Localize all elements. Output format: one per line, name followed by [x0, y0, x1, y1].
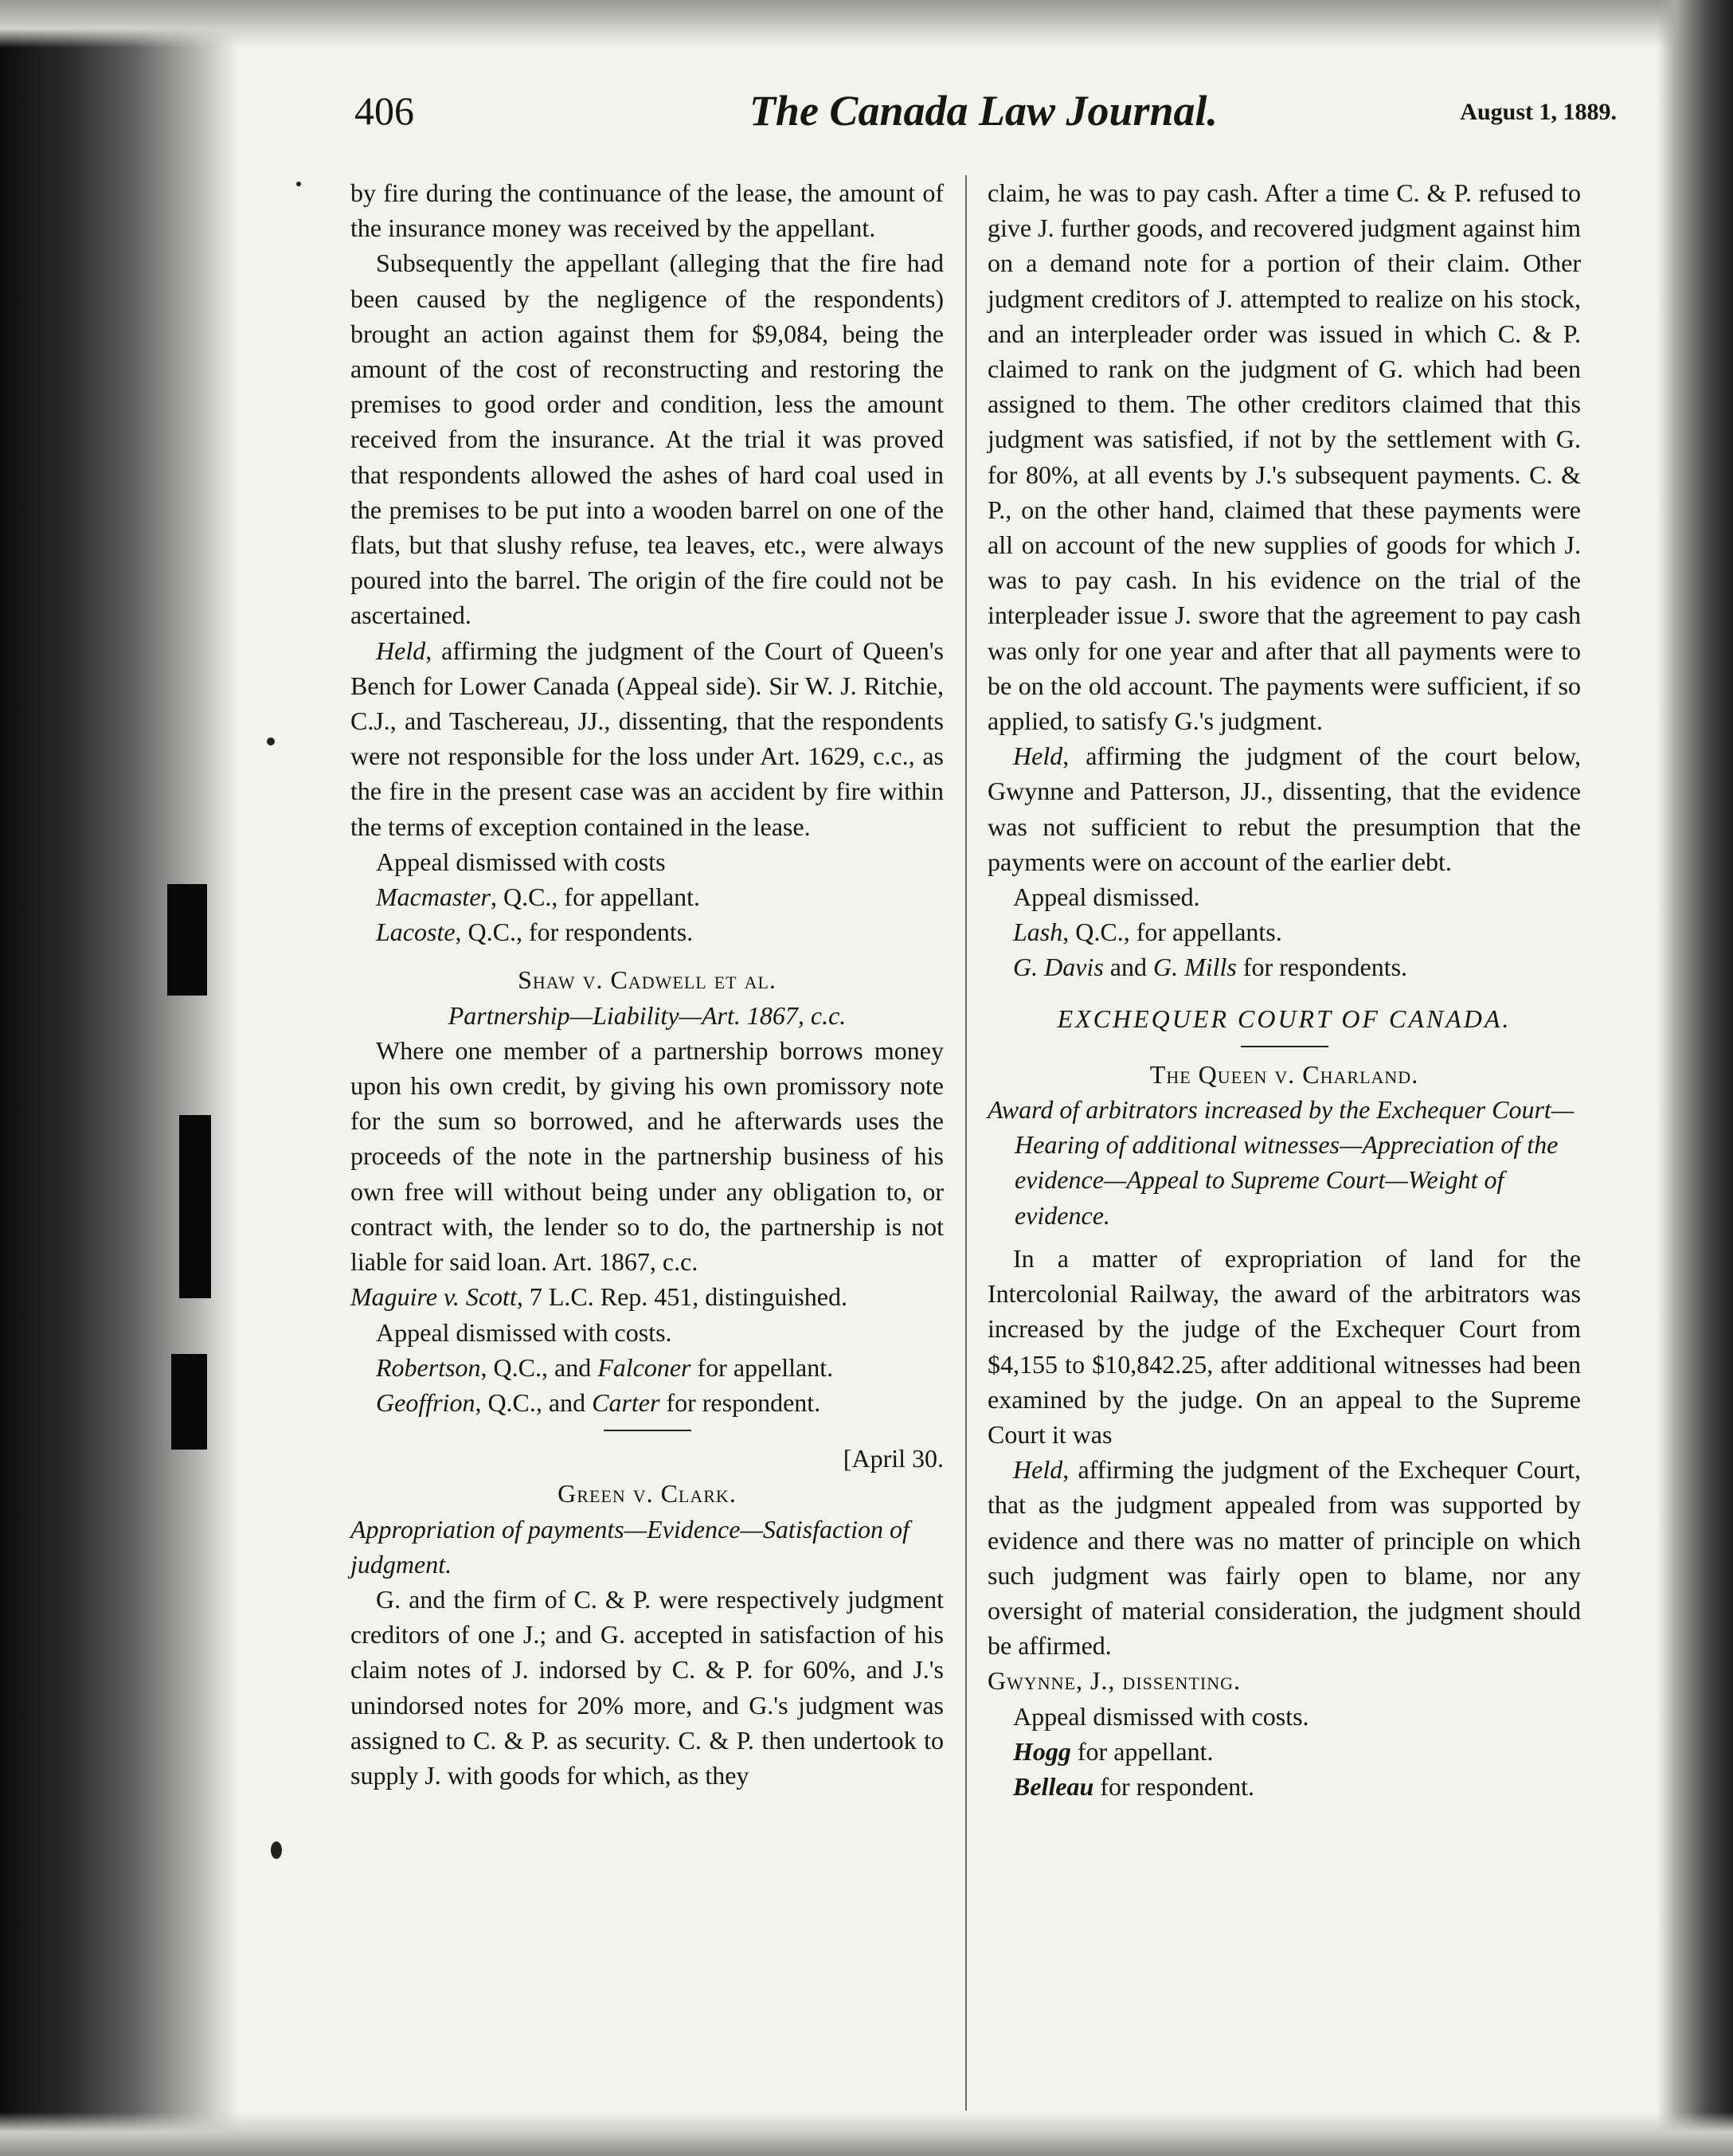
margin-mark: [296, 182, 301, 186]
appeal-result: Appeal dismissed with costs: [376, 847, 666, 876]
case-topic: Award of arbitrators increased by the Exchequer Court—Hearing of additional witnesses—Appreciation of the evidence—Appeal to Supreme Court—Weight of evidence.: [988, 1095, 1575, 1230]
counsel-line: [988, 949, 1581, 984]
case-citation: [350, 1279, 944, 1314]
held-text: , affirming the judgment of the court below, Gwynne and Patterson, JJ., dissenting, that the evidence was not sufficient to rebut the presumption that the payments were on account of the earlier debt.: [988, 741, 1581, 876]
margin-mark: [267, 738, 275, 745]
scan-binding-edge: [0, 0, 239, 2156]
case-title: Green v. Clark.: [557, 1479, 737, 1508]
paragraph: G. and the firm of C. & P. were respectively judgment creditors of one J.; and G. accepted in satisfaction of his claim notes of J. indorsed by C. & P. for 60%, and J.'s unindorsed notes for 20% more, and G.'s judgment was assigned to C. & P. as security. C. & P. then undertook to supply J. with goods for which, as they: [350, 1584, 944, 1790]
issue-date: August 1, 1889.: [1460, 99, 1617, 125]
counsel-name: Robertson: [376, 1352, 481, 1382]
counsel-role: for respondent.: [659, 1387, 821, 1417]
case-date: [April 30.: [843, 1444, 944, 1473]
paragraph: In a matter of expropriation of land for the Intercolonial Railway, the award of the arbitrators was increased by the judge of the Exchequer Court from $4,155 to $10,842.25, after additional witnesses had been examined by the judge. On an appeal to the Supreme Court it was: [988, 1243, 1581, 1449]
held-label: Held: [376, 636, 426, 665]
counsel-name: G. Mills: [1152, 953, 1237, 982]
appeal-result: Appeal dismissed with costs.: [1013, 1701, 1309, 1731]
section-rule: [1241, 1046, 1328, 1047]
held-text: , affirming the judgment of the Court of Queen's Bench for Lower Canada (Appeal side). Sir W. J. Ritchie, C.J., and Taschereau, JJ., dissenting, that the respondents were not responsible for the loss under Art. 1629, c.c., as the fire in the present case was an accident by fire within the terms of exception contained in the lease.: [350, 636, 944, 841]
counsel-role: for appellant.: [690, 1352, 834, 1382]
held-label: Held: [1013, 1455, 1063, 1485]
counsel-line: [350, 1385, 944, 1420]
held-paragraph: [988, 1452, 1581, 1663]
paragraph: by fire during the continuance of the lease, the amount of the insurance money was received by the appellant.: [350, 178, 944, 243]
appeal-result: Appeal dismissed.: [1013, 882, 1200, 912]
counsel-text: , Q.C., and: [475, 1387, 593, 1417]
counsel-name: Falconer: [597, 1352, 691, 1382]
column-divider: [965, 175, 967, 2111]
case-topic: Partnership—Liability—Art. 1867, c.c.: [448, 1000, 847, 1030]
counsel-line: [350, 879, 944, 914]
paragraph: Subsequently the appellant (alleging that the fire had been caused by the negligence of the respondents) brought an action against them for $9,084, being the amount of the cost of reconstructing and restoring the premises to good order and condition, less the amount received from the insurance. At the trial it was proved that respondents allowed the ashes of hard coal used in the premises to be put into a wooden barrel on one of the flats, but that slushy refuse, tea leaves, etc., were always poured into the barrel. The origin of the fire could not be ascertained.: [350, 248, 944, 630]
counsel-line: [350, 914, 944, 949]
case-title: The Queen v. Charland.: [1149, 1059, 1419, 1089]
held-text: , affirming the judgment of the Exchequer Court, that as the judgment appealed from was supported by evidence and there was no matter of principle on which such judgment was fairly open to blame, nor any oversight of material consideration, the judgment should be affirmed.: [988, 1455, 1581, 1661]
journal-page: [350, 80, 1617, 2150]
counsel-role: for respondent.: [1093, 1771, 1255, 1801]
counsel-role: , Q.C., for appellants.: [1062, 918, 1282, 947]
citation-rest: , 7 L.C. Rep. 451, distinguished.: [516, 1282, 847, 1312]
counsel-line: [350, 1350, 944, 1385]
counsel-name: Carter: [592, 1387, 660, 1417]
margin-mark: [271, 1841, 282, 1859]
counsel-role: , Q.C., for appellant.: [490, 882, 701, 912]
counsel-line: [988, 1769, 1581, 1804]
case-title: Shaw v. Cadwell et al.: [518, 965, 777, 995]
counsel-name: Lacoste: [376, 918, 456, 947]
counsel-text: and: [1103, 953, 1153, 982]
counsel-role: for respondents.: [1236, 953, 1408, 982]
counsel-text: , Q.C., and: [480, 1352, 598, 1382]
counsel-role: , Q.C., for respondents.: [455, 918, 694, 947]
court-heading: EXCHEQUER COURT OF CANADA.: [1057, 1004, 1512, 1033]
right-column: [988, 175, 1581, 1804]
counsel-role: for appellant.: [1070, 1736, 1214, 1766]
citation-name: Maguire v. Scott: [350, 1282, 517, 1312]
counsel-line: [988, 914, 1581, 949]
held-paragraph: [988, 738, 1581, 879]
appeal-result: Appeal dismissed with costs.: [376, 1317, 672, 1347]
held-label: Held: [1013, 741, 1063, 771]
counsel-name: Geoffrion: [376, 1387, 475, 1417]
page-header: [350, 80, 1617, 159]
journal-title: The Canada Law Journal.: [749, 87, 1219, 135]
paragraph: Where one member of a partnership borrows money upon his own credit, by giving his own promissory note for the sum so borrowed, and he afterwards uses the proceeds of the note in the partnership business of his own free will without being under any obligation to, or contract with, the lender so to do, the partnership is not liable for said loan. Art. 1867, c.c.: [350, 1035, 944, 1277]
counsel-name: Macmaster: [376, 882, 491, 912]
held-paragraph: [350, 633, 944, 844]
dissent-line: Gwynne, J., dissenting.: [988, 1666, 1241, 1696]
paragraph: claim, he was to pay cash. After a time C. & P. refused to give J. further goods, and recovered judgment against him on a demand note for a portion of their claim. Other judgment creditors of J. attempted to realize on his stock, and an interpleader order was issued in which C. & P. claimed to rank on the judgment of G. which had been assigned to them. The other creditors claimed that this judgment was satisfied, if not by the settlement with G. for 80%, at all events by J.'s subsequent payments. C. & P., on the other hand, claimed that these payments were all on account of the new supplies of goods for which J. was to pay cash. In his evidence on the trial of the interpleader issue J. swore that the agreement to pay cash was only for one year and after that all payments were to be on the old account. The payments were sufficient, if so applied, to satisfy G.'s judgment.: [988, 178, 1581, 736]
counsel-name: G. Davis: [1013, 953, 1104, 982]
counsel-name: Hogg: [1013, 1736, 1071, 1766]
page-number: 406: [354, 88, 414, 133]
scan-top-edge: [0, 0, 1733, 48]
counsel-name: Belleau: [1013, 1771, 1094, 1801]
scan-right-edge: [1657, 0, 1733, 2156]
counsel-line: [988, 1734, 1581, 1769]
counsel-name: Lash: [1013, 918, 1063, 947]
left-column: [350, 175, 944, 1793]
section-rule: [604, 1430, 691, 1431]
case-topic: Appropriation of payments—Evidence—Satisfaction of judgment.: [350, 1514, 910, 1579]
